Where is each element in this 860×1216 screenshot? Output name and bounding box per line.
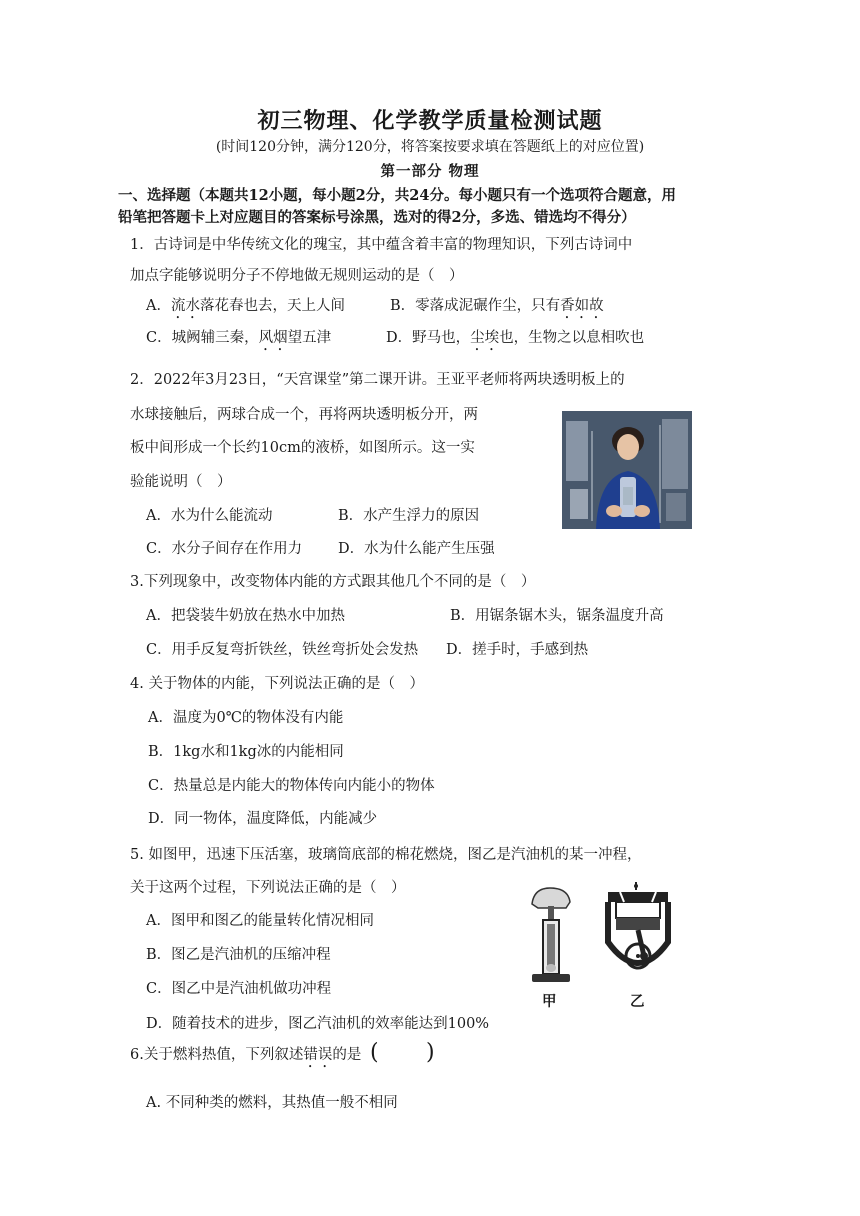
q2-option-b: B．水产生浮力的原因 — [338, 508, 480, 524]
q2-stem-line2: 水球接触后，两球合成一个，再将两块透明板分开，两 — [130, 407, 478, 423]
q1-stem-line2: 加点字能够说明分子不停地做无规则运动的是（ ） — [130, 268, 464, 284]
q4-stem: 4. 关于物体的内能，下列说法正确的是（ ） — [130, 676, 424, 692]
q6-option-a: A. 不同种类的燃料，其热值一般不相同 — [146, 1095, 398, 1111]
q2-option-d: D．水为什么能产生压强 — [338, 541, 495, 557]
q3-option-d: D．搓手时，手感到热 — [446, 642, 589, 658]
q1-option-c: C．城阙辅三秦，风烟望五津 — [146, 330, 332, 346]
answer-bracket-close: ) — [426, 1040, 435, 1065]
q4-option-d: D．同一物体，温度降低，内能减少 — [148, 811, 378, 827]
q4-option-b: B．1kg水和1kg冰的内能相同 — [148, 744, 344, 760]
q5-stem-line1: 5. 如图甲，迅速下压活塞，玻璃筒底部的棉花燃烧，图乙是汽油机的某一冲程， — [130, 847, 642, 863]
q3-stem: 3.下列现象中，改变物体内能的方式跟其他几个不同的是（ ） — [130, 574, 536, 590]
q1-option-b: B．零落成泥碾作尘，只有香如故 — [390, 298, 604, 314]
q1-option-d: D．野马也，尘埃也，生物之以息相吹也 — [386, 330, 645, 346]
exam-instructions: (时间120分钟，满分120分，将答案按要求填在答题纸上的对应位置) — [215, 139, 645, 155]
q2-option-c: C．水分子间存在作用力 — [146, 541, 303, 557]
q2-stem-line3: 板中间形成一个长约10cm的液桥，如图所示。这一实 — [130, 440, 475, 456]
q5-option-b: B．图乙是汽油机的压缩冲程 — [146, 947, 331, 963]
figure-label-yi: 乙 — [630, 993, 645, 1010]
page-title: 初三物理、化学教学质量检测试题 — [257, 108, 603, 134]
fire-syringe-figure — [526, 884, 578, 986]
q2-stem-line4: 验能说明（ ） — [130, 474, 232, 490]
q5-option-c: C．图乙中是汽油机做功冲程 — [146, 981, 332, 997]
q5-option-a: A．图甲和图乙的能量转化情况相同 — [146, 913, 374, 929]
q1-option-a: A．流水落花春也去，天上人间 — [146, 298, 345, 314]
q4-option-a: A．温度为0℃的物体没有内能 — [148, 710, 344, 726]
q5-option-d: D．随着技术的进步，图乙汽油机的效率能达到100% — [146, 1016, 490, 1032]
figure-label-jia: 甲 — [542, 993, 557, 1010]
answer-bracket-open: ( — [370, 1040, 379, 1065]
section-heading-line1: 一、选择题（本题共12小题，每小题2分，共24分。每小题只有一个选项符合题意，用 — [118, 187, 676, 204]
q4-option-c: C．热量总是内能大的物体传向内能小的物体 — [148, 778, 435, 794]
section-heading-line2: 铅笔把答题卡上对应题目的答案标号涂黑，选对的得2分，多选、错选均不得分） — [118, 209, 636, 226]
q3-option-c: C．用手反复弯折铁丝，铁丝弯折处会发热 — [146, 642, 419, 658]
part-heading: 第一部分 物理 — [380, 163, 480, 180]
engine-cylinder-figure — [600, 880, 676, 984]
astronaut-photo — [562, 411, 692, 529]
q6-stem: 6.关于燃料热值，下列叙述错误的是 — [130, 1047, 362, 1063]
q1-stem-line1: 1．古诗词是中华传统文化的瑰宝，其中蕴含着丰富的物理知识，下列古诗词中 — [130, 237, 633, 253]
q3-option-b: B．用锯条锯木头，锯条温度升高 — [450, 608, 664, 624]
q5-stem-line2: 关于这两个过程，下列说法正确的是（ ） — [130, 880, 406, 896]
q3-option-a: A．把袋装牛奶放在热水中加热 — [146, 608, 345, 624]
q2-stem-line1: 2．2022年3月23日，“天宫课堂”第二课开讲。王亚平老师将两块透明板上的 — [130, 372, 625, 388]
q2-option-a: A．水为什么能流动 — [146, 508, 273, 524]
